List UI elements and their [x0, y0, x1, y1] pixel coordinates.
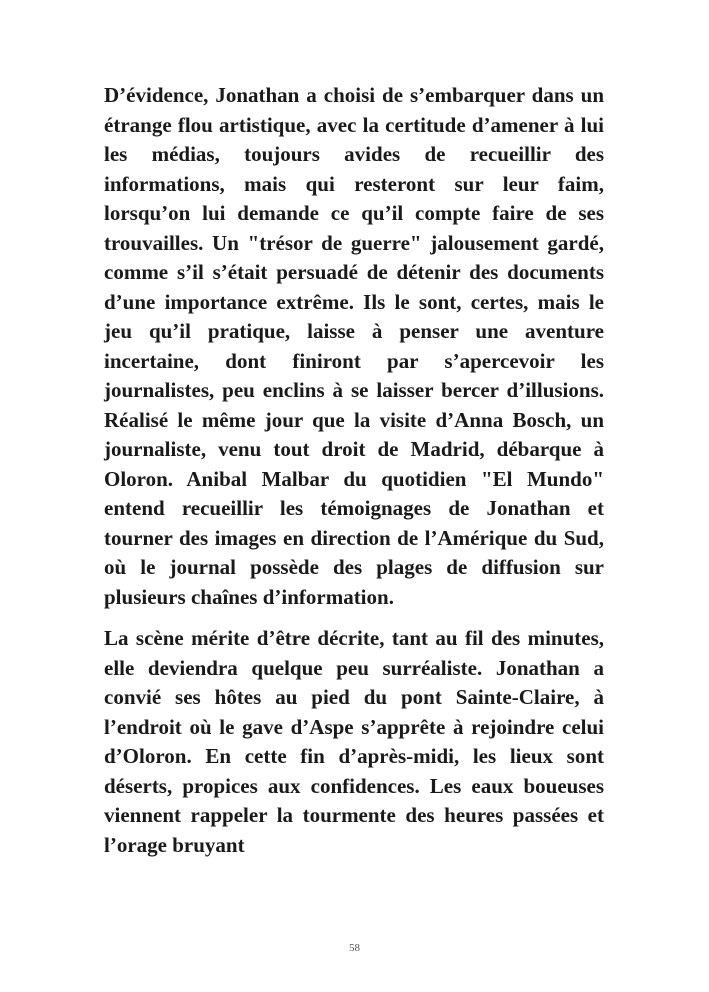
body-text	[104, 81, 604, 860]
page-number: 58	[349, 942, 360, 954]
paragraph-2: La scène mérite d’être décrite, tant au fil des minutes, elle deviendra quelque peu surréaliste. Jonathan a convié ses hôtes au pied du pont Sainte-Claire, à l’endroit où le gave d’Aspe s’apprête à rejoindre celui d’Oloron. En cette fin d’après-midi, les lieux sont déserts, propices aux confidences. Les eaux boueuses viennent rappeler la tourmente des heures passées et l’orage bruyant	[104, 626, 604, 857]
paragraph-1: D’évidence, Jonathan a choisi de s’embarquer dans un étrange flou artistique, avec la certitude d’amener à lui les médias, toujours avides de recueillir des informations, mais qui resteront sur leur faim, lorsqu’on lui demande ce qu’il compte faire de ses trouvailles. Un "trésor de guerre" jalousement gardé, comme s’il s’était persuadé de détenir des documents d’une importance extrême. Ils le sont, certes, mais le jeu qu’il pratique, laisse à penser une aventure incertaine, dont finiront par s’apercevoir les journalistes, peu enclins à se laisser bercer d’illusions. Réalisé le même jour que la visite d’Anna Bosch, un journaliste, venu tout droit de Madrid, débarque à Oloron. Anibal Malbar du quotidien "El Mundo" entend recueillir les témoignages de Jonathan et tourner des images en direction de l’Amérique du Sud, où le journal possède des plages de diffusion sur plusieurs chaînes d’information.	[104, 83, 604, 609]
